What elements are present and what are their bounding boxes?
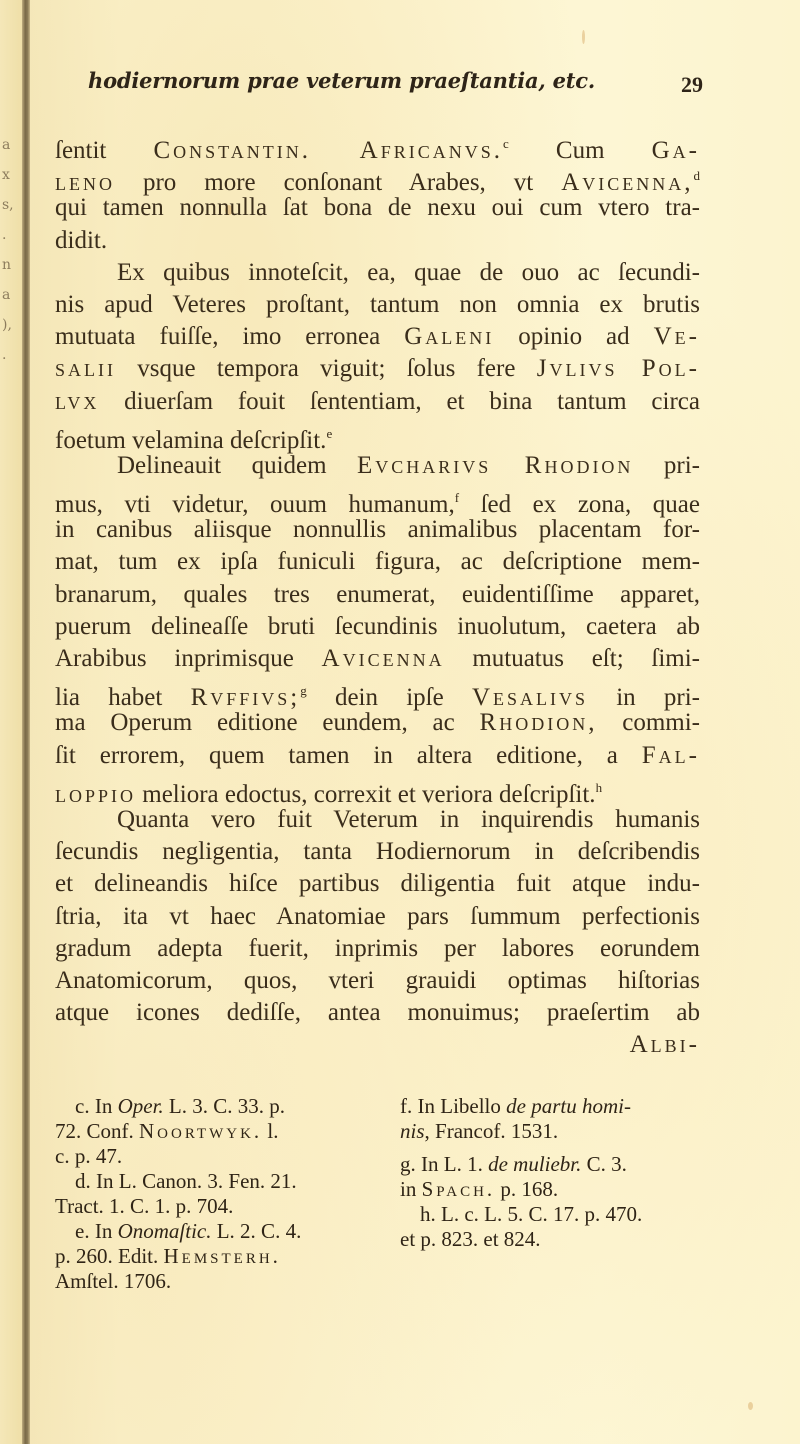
text-line: mat, tum ex ipſa funiculi figura, ac deſcriptione mem- bbox=[55, 548, 700, 576]
fragment: n bbox=[2, 257, 12, 273]
footnote-g-cont: in Spach. p. 168. bbox=[400, 1177, 559, 1201]
footnotes-right-column bbox=[400, 1094, 705, 1252]
text-line: Anatomicorum, quos, vteri grauidi optimas hiſtorias bbox=[55, 966, 700, 994]
text-line: branarum, quales tres enumerat, euidentiſſime apparet, bbox=[55, 580, 700, 608]
fragment: a bbox=[2, 137, 11, 153]
text-line: loppio meliora edoctus, correxit et veriora deſcripſit.$^h$ bbox=[55, 779, 603, 808]
text-line: ſit errorem, quem tamen in altera editione, a Fal- bbox=[55, 741, 700, 769]
text-line: atque icones dediſſe, antea monuimus; praeſertim ab bbox=[55, 999, 700, 1027]
text-line: Delineauit quidem Evcharivs Rhodion pri- bbox=[117, 451, 700, 479]
facing-page-edge bbox=[0, 0, 22, 1444]
footnote-c-cont: c. p. 47. bbox=[55, 1144, 123, 1168]
text-line: ſtria, ita vt haec Anatomiae pars ſummum perfectionis bbox=[55, 902, 700, 930]
footnote-f-cont: nis, Francof. 1531. bbox=[400, 1119, 559, 1143]
running-title: hodiernorum prae veterum praeſtantia, etc. bbox=[88, 68, 596, 93]
text-line: salii vsque tempora viguit; ſolus fere Jvlivs Pol- bbox=[55, 355, 700, 383]
fragment: ), bbox=[2, 317, 12, 333]
fragment: . bbox=[2, 347, 7, 363]
fragment: x bbox=[2, 167, 10, 183]
main-text bbox=[55, 128, 700, 1061]
text-line: ſentit Constantin. Africanvs.$^c$ Cum Ga- bbox=[55, 136, 700, 164]
text-line: Ex quibus innoteſcit, ea, quae de ouo ac ſecundi- bbox=[117, 258, 700, 286]
fragment: s, bbox=[2, 197, 14, 213]
footnote-f: f. In Libello de partu homi- bbox=[400, 1094, 631, 1118]
text-line: et delineandis hiſce partibus diligentia fuit atque indu- bbox=[55, 870, 700, 898]
book-gutter bbox=[22, 0, 30, 1444]
paper-stain bbox=[582, 30, 585, 44]
page-number: 29 bbox=[681, 72, 703, 97]
text-line: mutuata fuiſſe, imo erronea Galeni opinio ad Ve- bbox=[55, 323, 700, 351]
text-line: Arabibus inprimisque Avicenna mutuatus eſt; ſimi- bbox=[55, 645, 700, 672]
paper-stain bbox=[748, 1402, 753, 1410]
text-line: ma Operum editione eundem, ac Rhodion, commi- bbox=[55, 709, 701, 737]
footnote-c: c. In Oper. L. 3. C. 33. p. bbox=[75, 1094, 286, 1118]
running-head bbox=[88, 68, 703, 108]
text-line: Quanta vero fuit Veterum in inquirendis humanis bbox=[117, 805, 700, 833]
spacer bbox=[400, 1144, 705, 1152]
facing-page-text-fragments bbox=[2, 130, 18, 370]
footnote-e: e. In Onomaſtic. L. 2. C. 4. bbox=[75, 1219, 302, 1243]
footnote-e-cont: p. 260. Edit. Hemsterh. bbox=[55, 1244, 281, 1268]
text-line: didit. bbox=[55, 226, 108, 254]
text-line: lvx diuerſam fouit ſententiam, et bina tantum circa bbox=[55, 387, 700, 415]
text-line: mus, vti videtur, ouum humanum,$^f$ ſed ex zona, quae bbox=[55, 490, 700, 519]
footnote-d-cont: Tract. 1. C. 1. p. 704. bbox=[55, 1194, 234, 1218]
text-line: foetum velamina deſcripſit.$^e$ bbox=[55, 425, 333, 454]
footnote-d: d. In L. Canon. 3. Fen. 21. bbox=[75, 1169, 297, 1193]
footnote-e-cont: Amſtel. 1706. bbox=[55, 1269, 172, 1293]
text-line: leno pro more conſonant Arabes, vt Avicenna,$^d$ bbox=[55, 168, 700, 197]
text-line: gradum adepta fuerit, inprimis per labores eorundem bbox=[55, 934, 700, 962]
footnote-g: g. In L. 1. de muliebr. C. 3. bbox=[400, 1152, 627, 1176]
text-line: nis apud Veteres proſtant, tantum non omnia ex brutis bbox=[55, 290, 700, 318]
text-line: lia habet Rvffivs;$^g$ dein ipſe Vesalivs in pri- bbox=[55, 683, 700, 712]
text-line: ſecundis negligentia, tanta Hodiernorum in deſcribendis bbox=[55, 838, 700, 866]
fragment: a bbox=[2, 287, 11, 303]
catchword: Albi- bbox=[629, 1031, 700, 1059]
footnote-h-cont: et p. 823. et 824. bbox=[400, 1227, 541, 1251]
text-line: in canibus aliisque nonnullis animalibus placentam for- bbox=[55, 516, 700, 544]
footnote-c-cont: 72. Conf. Noortwyk. l. bbox=[55, 1119, 279, 1143]
text-line: qui tamen nonnulla ſat bona de nexu oui cum vtero tra- bbox=[55, 194, 700, 222]
fragment: . bbox=[2, 227, 7, 243]
footnote-h: h. L. c. L. 5. C. 17. p. 470. bbox=[420, 1202, 643, 1226]
footnotes-left-column bbox=[55, 1094, 360, 1294]
text-line: puerum delineaſſe bruti ſecundinis inuolutum, caetera ab bbox=[55, 612, 700, 640]
